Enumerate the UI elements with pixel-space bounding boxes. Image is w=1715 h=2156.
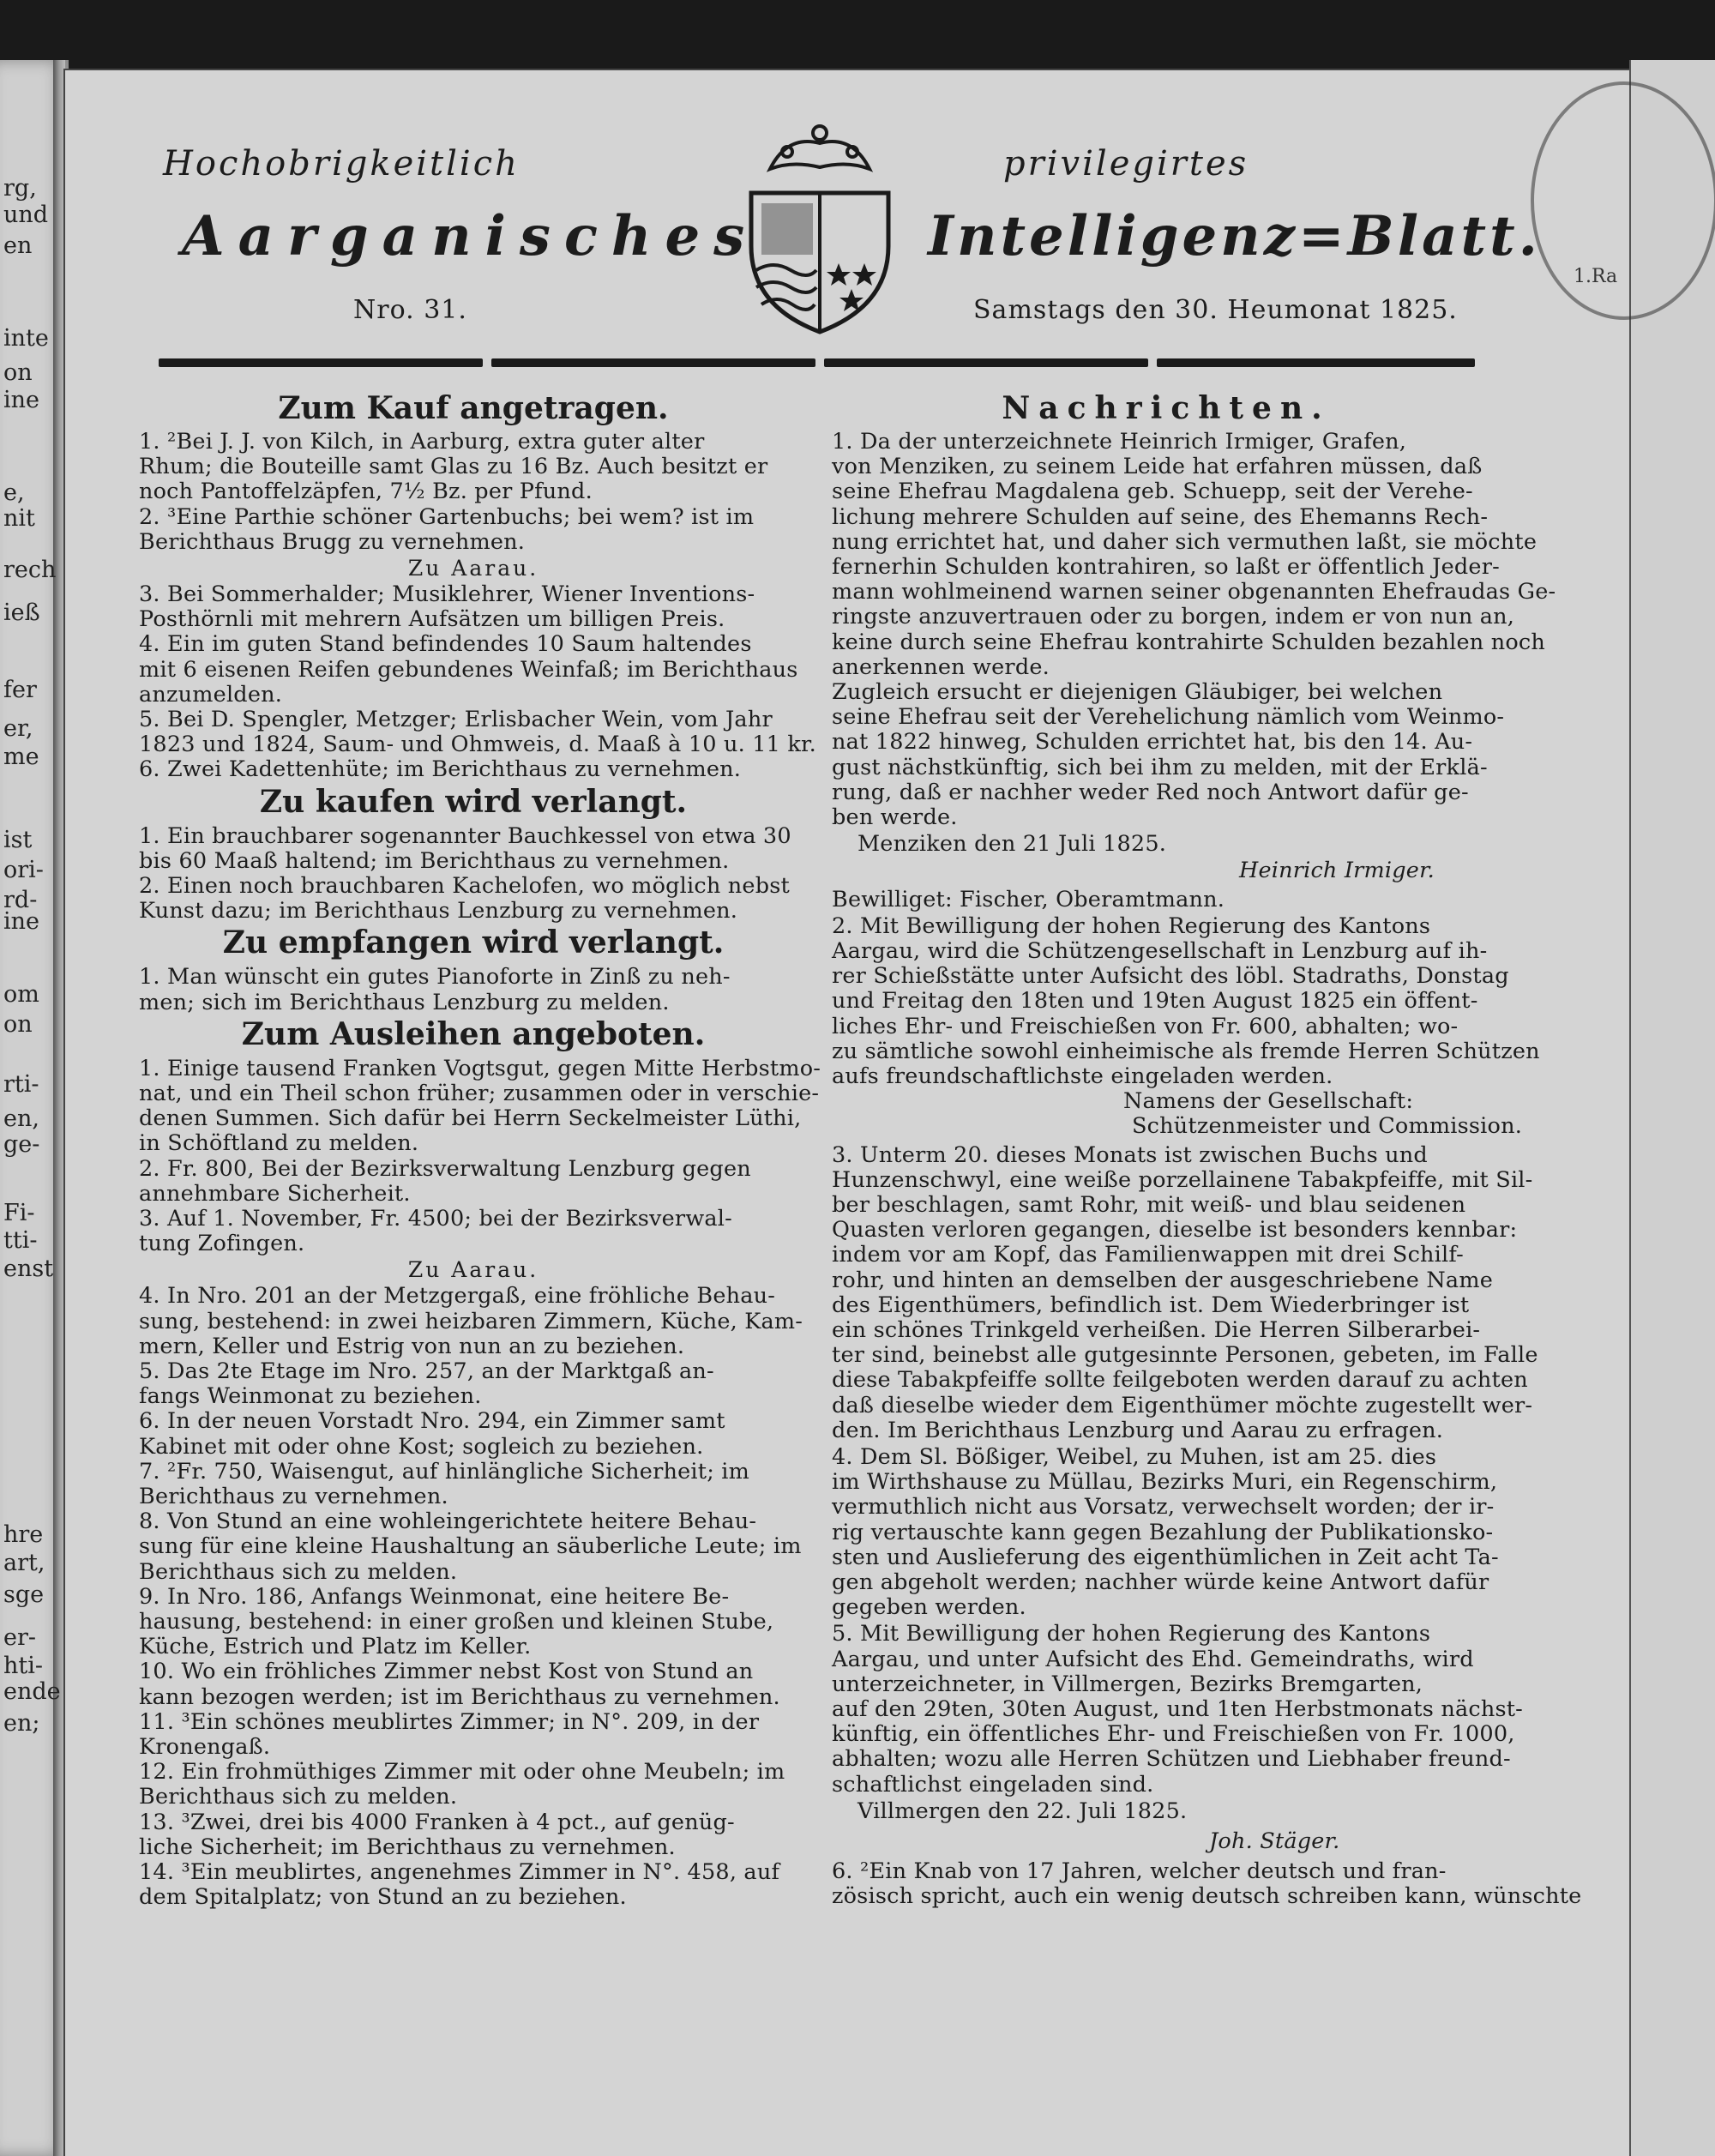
text-line: 3. Unterm 20. dieses Monats ist zwischen Buchs und (832, 1141, 1428, 1168)
left-page-fragment: ori- (3, 857, 44, 883)
text-line: nat 1822 hinweg, Schulden errichtet hat, bis den 14. Au- (832, 729, 1473, 756)
text-line: Quasten verloren gegangen, dieselbe ist besonders kennbar: (832, 1217, 1518, 1244)
text-line: Berichthaus Brugg zu vernehmen. (139, 528, 526, 555)
left-page-fragment: ieß (3, 599, 40, 626)
text-line: rig vertauschte kann gegen Bezahlung der Publikationsko- (832, 1519, 1494, 1545)
text-line: 6. Zwei Kadettenhüte; im Berichthaus zu vernehmen. (139, 756, 742, 783)
masthead-title-left: Aarganisches (182, 204, 759, 268)
text-line: nat, und ein Theil schon früher; zusammen oder in verschie- (139, 1081, 820, 1106)
text-line: diese Tabakpfeiffe sollte feilgeboten werden darauf zu achten (832, 1367, 1528, 1394)
text-line: mern, Keller und Estrig von nun an zu beziehen. (139, 1333, 685, 1359)
masthead-title-right: Intelligenz=Blatt. (928, 204, 1541, 268)
text-line: indem vor am Kopf, das Familienwappen mit drei Schilf- (832, 1242, 1464, 1268)
text-line: 8. Von Stund an eine wohleingerichtete heitere Behau- (139, 1509, 757, 1535)
stamp-text: 1.Ra (1574, 266, 1618, 287)
signature: Heinrich Irmiger. (1239, 858, 1435, 884)
text-line: im Wirthshause zu Müllau, Bezirks Muri, ein Regenschirm, (832, 1469, 1498, 1496)
text-line: vermuthlich nicht aus Vorsatz, verwechselt worden; der ir- (832, 1494, 1495, 1521)
left-page-fragment: rg, (3, 175, 37, 202)
section-heading: Zum Ausleihen angeboten. (241, 1015, 706, 1052)
signature: Schützenmeister und Commission. (1132, 1113, 1523, 1140)
text-line: annehmbare Sicherheit. (139, 1180, 411, 1207)
left-page-fragment: rti- (3, 1071, 39, 1098)
text-line: seine Ehefrau seit der Verehelichung nämlich vom Weinmo- (832, 704, 1505, 731)
section-heading: Zu empfangen wird verlangt. (222, 924, 725, 961)
text-line: 1. Einige tausend Franken Vogtsgut, gegen Mitte Herbstmo- (139, 1055, 821, 1081)
text-line: Kronengaß. (139, 1734, 271, 1760)
left-page-fragment: me (3, 744, 39, 770)
text-line: nung errichtet hat, und daher sich vermuthen laßt, sie möchte (832, 528, 1537, 555)
text-line: sung für eine kleine Haushaltung an säuberliche Leute; im (139, 1533, 802, 1560)
text-line: 5. Bei D. Spengler, Metzger; Erlisbacher Wein, vom Jahr (139, 707, 773, 732)
text-line: 10. Wo ein fröhliches Zimmer nebst Kost von Stund an (139, 1659, 754, 1685)
text-line: Rhum; die Bouteille samt Glas zu 16 Bz. Auch besitzt er (139, 454, 768, 480)
left-page-fragment: ende (3, 1678, 61, 1705)
masthead-line1-left: Hochobrigkeitlich (163, 144, 520, 184)
text-line: künftig, ein öffentliches Ehr- und Freischießen von Fr. 1000, (832, 1721, 1515, 1748)
library-stamp (1531, 81, 1715, 320)
text-line: Posthörnli mit mehrern Aufsätzen um billigen Preis. (139, 606, 725, 633)
text-line: 5. Das 2te Etage im Nro. 257, an der Marktgaß an- (139, 1358, 714, 1384)
sub-heading: Zu Aarau. (407, 1257, 539, 1283)
left-page-fragment: sge (3, 1581, 45, 1608)
left-page-fragment: ine (3, 908, 40, 935)
text-line: 1823 und 1824, Saum- und Ohmweis, d. Maaß à 10 u. 11 kr. (139, 732, 816, 758)
left-page-fragment: en, (3, 1105, 39, 1132)
text-line: 4. In Nro. 201 an der Metzgergaß, eine fröhliche Behau- (139, 1283, 776, 1310)
coat-of-arms (736, 117, 904, 339)
text-line: des Eigenthümers, befindlich ist. Dem Wiederbringer ist (832, 1292, 1470, 1318)
left-page-fragment: hre (3, 1521, 44, 1548)
left-page-fragment: en; (3, 1710, 40, 1737)
text-line: mit 6 eisenen Reifen gebundenes Weinfaß; im Berichthaus (139, 656, 798, 683)
left-page-fragment: inte (3, 325, 49, 352)
text-line: aufs freundschaftlichste eingeladen werden. (832, 1063, 1333, 1089)
left-page-fragment: rd- (3, 887, 38, 913)
text-line: den. Im Berichthaus Lenzburg und Aarau zu erfragen. (832, 1417, 1444, 1443)
left-page-fragment: und (3, 202, 49, 228)
text-line: liches Ehr- und Freischießen von Fr. 600, abhalten; wo- (832, 1013, 1459, 1039)
text-line: seine Ehefrau Magdalena geb. Schuepp, seit der Verehe- (832, 479, 1473, 505)
text-line: 2. Fr. 800, Bei der Bezirksverwaltung Lenzburg gegen (139, 1155, 751, 1182)
place-date: Menziken den 21 Juli 1825. (858, 831, 1167, 858)
left-page-fragment: Fi- (3, 1200, 35, 1226)
text-line: keine durch seine Ehefrau kontrahirte Schulden bezahlen noch (832, 629, 1546, 655)
approval: Bewilliget: Fischer, Oberamtmann. (832, 886, 1225, 912)
text-line: schaftlichst eingeladen sind. (832, 1771, 1154, 1798)
text-line: daß dieselbe wieder dem Eigenthümer möchte zugestellt wer- (832, 1392, 1533, 1418)
text-line: liche Sicherheit; im Berichthaus zu vernehmen. (139, 1834, 676, 1860)
text-line: Kunst dazu; im Berichthaus Lenzburg zu vernehmen. (139, 898, 738, 924)
text-line: ringste anzuvertrauen oder zu borgen, indem er von nun an, (832, 604, 1515, 630)
left-page-fragment: er, (3, 715, 33, 742)
text-line: Zugleich ersucht er diejenigen Gläubiger, bei welchen (832, 679, 1443, 705)
page-gutter (53, 60, 65, 2156)
text-line: 2. ³Eine Parthie schöner Gartenbuchs; bei wem? ist im (139, 503, 755, 530)
text-line: 7. ²Fr. 750, Waisengut, auf hinlängliche Sicherheit; im (139, 1458, 750, 1485)
left-page-fragment: enst (3, 1256, 54, 1282)
text-line: 1. Man wünscht ein gutes Pianoforte in Zinß zu neh- (139, 964, 731, 991)
text-line: kann bezogen werden; ist im Berichthaus zu vernehmen. (139, 1683, 780, 1710)
text-line: sten und Auslieferung des eigenthümlichen in Zeit acht Ta- (832, 1544, 1499, 1570)
text-line: rung, daß er nachher weder Red noch Antwort dafür ge- (832, 779, 1469, 805)
text-line: von Menziken, zu seinem Leide hat erfahren müssen, daß (832, 454, 1483, 480)
left-page-fragment: om (3, 981, 39, 1008)
text-line: 11. ³Ein schönes meublirtes Zimmer; in N°. 209, in der (139, 1708, 760, 1735)
text-line: men; sich im Berichthaus Lenzburg zu melden. (139, 989, 670, 1015)
text-line: 12. Ein frohmüthiges Zimmer mit oder ohne Meubeln; im (139, 1759, 785, 1786)
text-line: mann wohlmeinend warnen seiner obgenannten Ehefraudas Ge- (832, 579, 1556, 605)
text-line: anerkennen werde. (832, 653, 1050, 680)
left-page-fragment: rech (3, 557, 57, 583)
masthead-line1-right: privilegirtes (1003, 144, 1249, 184)
place-date: Villmergen den 22. Juli 1825. (858, 1798, 1188, 1824)
left-page-fragment: en (3, 232, 33, 259)
text-line: dem Spitalplatz; von Stund an zu beziehen. (139, 1884, 627, 1911)
section-heading: Zum Kauf angetragen. (278, 390, 669, 426)
text-line: 3. Auf 1. November, Fr. 4500; bei der Bezirksverwal- (139, 1206, 732, 1232)
text-line: gust nächstkünftig, sich bei ihm zu melden, mit der Erklä- (832, 754, 1488, 780)
text-line: und Freitag den 18ten und 19ten August 1825 ein öffent- (832, 988, 1478, 1015)
text-line: auf den 29ten, 30ten August, und 1ten Herbstmonats nächst- (832, 1696, 1523, 1722)
text-line: ben werde. (832, 804, 958, 830)
section-heading: Nachrichten. (1002, 390, 1331, 426)
sub-heading: Zu Aarau. (407, 556, 539, 581)
text-line: abhalten; wozu alle Herren Schützen und Liebhaber freund- (832, 1746, 1511, 1773)
text-line: 5. Mit Bewilligung der hohen Regierung des Kantons (832, 1621, 1431, 1647)
text-line: 3. Bei Sommerhalder; Musiklehrer, Wiener Inventions- (139, 581, 755, 607)
issue-number: Nro. 31. (353, 295, 467, 325)
text-line: unterzeichneter, in Villmergen, Bezirks Bremgarten, (832, 1671, 1423, 1697)
text-line: 2. Einen noch brauchbaren Kachelofen, wo möglich nebst (139, 873, 790, 899)
header-rule (159, 358, 1475, 369)
text-line: Küche, Estrich und Platz im Keller. (139, 1634, 532, 1660)
right-margin-strip (1629, 60, 1715, 2156)
text-line: fernerhin Schulden kontrahiren, so laßt er öffentlich Jeder- (832, 554, 1500, 580)
left-page-fragment: tti- (3, 1227, 38, 1254)
text-line: zösisch spricht, auch ein wenig deutsch schreiben kann, wünschte (832, 1883, 1582, 1910)
text-line: Aargau, und unter Aufsicht des Ehd. Gemeindraths, wird (832, 1646, 1474, 1672)
text-line: 1. Da der unterzeichnete Heinrich Irmiger, Grafen, (832, 429, 1407, 455)
text-line: Hunzenschwyl, eine weiße porzellainene Tabakpfeiffe, mit Sil- (832, 1166, 1533, 1193)
text-line: rer Schießstätte unter Aufsicht des löbl. Stadraths, Donstag (832, 963, 1509, 990)
text-line: hausung, bestehend: in einer großen und kleinen Stube, (139, 1609, 774, 1635)
text-line: 9. In Nro. 186, Anfangs Weinmonat, eine heitere Be- (139, 1583, 730, 1610)
text-line: anzumelden. (139, 681, 283, 708)
text-line: Berichthaus sich zu melden. (139, 1558, 458, 1585)
left-page-fragment: ge- (3, 1131, 40, 1158)
left-page-fragment: e, (3, 479, 25, 506)
signature: Joh. Stäger. (1209, 1828, 1340, 1854)
left-page-fragment: on (3, 1011, 33, 1038)
text-line: gegeben werden. (832, 1594, 1026, 1621)
left-page-fragment: hti- (3, 1653, 43, 1679)
section-heading: Zu kaufen wird verlangt. (259, 783, 688, 820)
text-line: Berichthaus zu vernehmen. (139, 1484, 448, 1509)
text-line: 1. Ein brauchbarer sogenannter Bauchkessel von etwa 30 (139, 822, 791, 849)
issue-date: Samstags den 30. Heumonat 1825. (973, 295, 1458, 325)
text-line: Kabinet mit oder ohne Kost; sogleich zu beziehen. (139, 1433, 704, 1460)
text-line: 14. ³Ein meublirtes, angenehmes Zimmer in N°. 458, auf (139, 1859, 780, 1885)
left-page-fragment: fer (3, 677, 37, 703)
left-page-fragment: ine (3, 387, 40, 413)
text-line: 1. ²Bei J. J. von Kilch, in Aarburg, extra guter alter (139, 429, 705, 455)
text-line: 13. ³Zwei, drei bis 4000 Franken à 4 pct., auf genüg- (139, 1809, 735, 1835)
text-line: in Schöftland zu melden. (139, 1130, 419, 1157)
text-line: bis 60 Maaß haltend; im Berichthaus zu vernehmen. (139, 847, 730, 874)
text-line: 6. ²Ein Knab von 17 Jahren, welcher deutsch und fran- (832, 1858, 1447, 1885)
text-line: ber beschlagen, samt Rohr, mit weiß- und blau seidenen (832, 1192, 1466, 1218)
left-page-fragment: ist (3, 827, 33, 853)
left-page-fragment: on (3, 359, 33, 386)
left-page-fragment: art, (3, 1550, 45, 1576)
text-line: 2. Mit Bewilligung der hohen Regierung des Kantons (832, 912, 1431, 939)
text-line: lichung mehrere Schulden auf seine, des Ehemanns Rech- (832, 503, 1489, 530)
text-line: ter sind, beinebst alle gutgesinnte Personen, gebeten, im Falle (832, 1342, 1538, 1369)
text-line: 6. In der neuen Vorstadt Nro. 294, ein Zimmer samt (139, 1408, 725, 1435)
text-line: ein schönes Trinkgeld verheißen. Die Herren Silberarbei- (832, 1317, 1481, 1343)
text-line: fangs Weinmonat zu beziehen. (139, 1383, 482, 1410)
text-line: tung Zofingen. (139, 1231, 305, 1257)
text-line: 4. Dem Sl. Bößiger, Weibel, zu Muhen, ist am 25. dies (832, 1444, 1437, 1470)
text-line: rohr, und hinten an demselben der ausgeschriebene Name (832, 1267, 1493, 1293)
text-line: denen Summen. Sich dafür bei Herrn Seckelmeister Lüthi, (139, 1105, 802, 1132)
text-line: Berichthaus sich zu melden. (139, 1784, 458, 1810)
signature: Namens der Gesellschaft: (1123, 1088, 1414, 1115)
text-line: gen abgeholt werden; nachher würde keine Antwort dafür (832, 1569, 1489, 1595)
text-line: sung, bestehend: in zwei heizbaren Zimmern, Küche, Kam- (139, 1308, 803, 1334)
left-page-fragment: nit (3, 505, 35, 532)
text-line: noch Pantoffelzäpfen, 7½ Bz. per Pfund. (139, 479, 593, 505)
text-line: 4. Ein im guten Stand befindendes 10 Saum haltendes (139, 631, 752, 658)
left-page-fragment: er- (3, 1624, 37, 1651)
text-line: Aargau, wird die Schützengesellschaft in Lenzburg auf ih- (832, 938, 1488, 964)
text-line: zu sämtliche sowohl einheimische als fremde Herren Schützen (832, 1038, 1540, 1064)
